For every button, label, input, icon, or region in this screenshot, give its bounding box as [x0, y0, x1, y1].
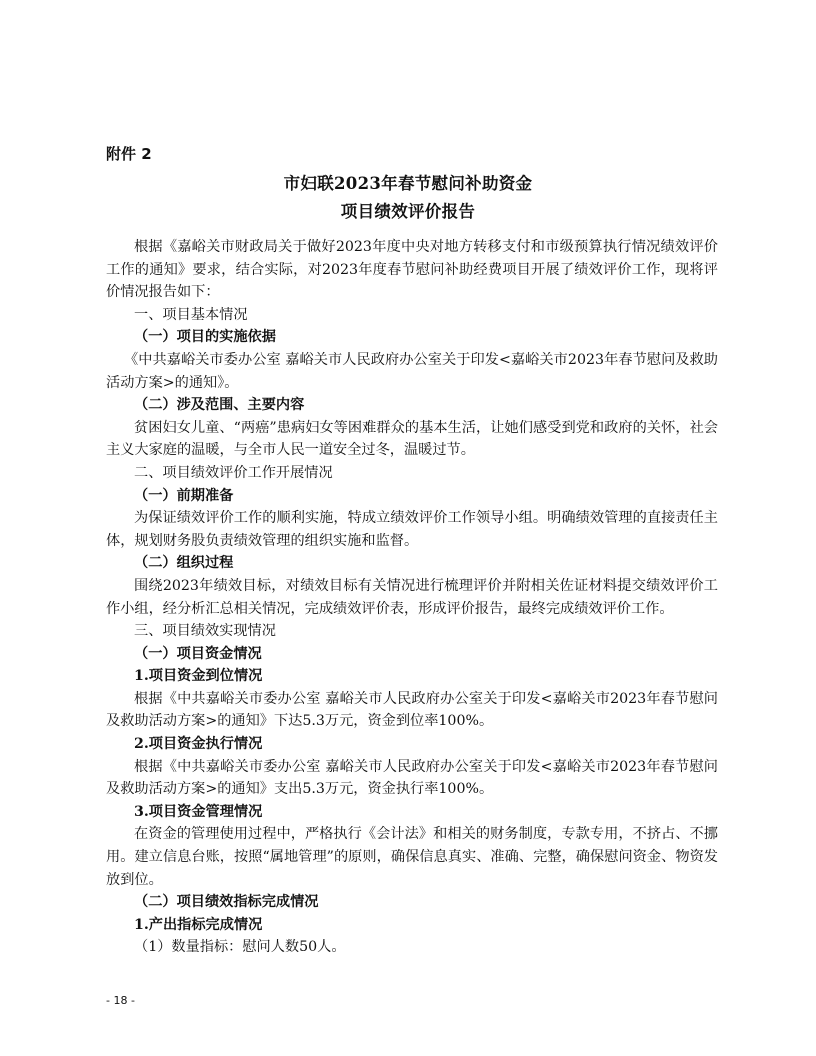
section-3-heading: 三、项目绩效实现情况	[134, 623, 276, 640]
section-1-heading: 一、项目基本情况	[134, 306, 248, 323]
section-1-1-text: 《中共嘉峪关市委办公室 嘉峪关市人民政府办公室关于印发<嘉峪关市2023年春节慰问及救助活动方案>的通知》。	[106, 351, 718, 391]
section-3-1-1-heading: 1.项目资金到位情况	[134, 668, 263, 685]
intro-paragraph: 根据《嘉峪关市财政局关于做好2023年度中央对地方转移支付和市级预算执行情况绩效评价工作的通知》要求，结合实际，对2023年度春节慰问补助经费项目开展了绩效评价工作，现将评价情况报告如下：	[106, 239, 718, 301]
report-title-line2: 项目绩效评价报告	[340, 202, 476, 221]
section-3-2-1-heading: 1.产出指标完成情况	[134, 916, 263, 933]
section-2-1-text: 为保证绩效评价工作的顺利实施，特成立绩效评价工作领导小组。明确绩效管理的直接责任主体，规划财务股负责绩效管理的组织实施和监督。	[106, 510, 718, 549]
page-number: - 18 -	[106, 994, 135, 1007]
section-3-1-2-text: 根据《中共嘉峪关市委办公室 嘉峪关市人民政府办公室关于印发<嘉峪关市2023年春节慰问及救助活动方案>的通知》支出5.3万元，资金执行率100%。	[106, 758, 718, 798]
section-3-1-3-text: 在资金的管理使用过程中，严格执行《会计法》和相关的财务制度，专款专用，不挤占、不挪用。建立信息台账，按照“属地管理”的原则，确保信息真实、准确、完整，确保慰问资金、物资发放到位。	[106, 826, 718, 888]
section-2-2-heading: （二）组织过程	[134, 555, 234, 572]
annex-label: 附件 2	[106, 145, 152, 163]
section-3-2-heading: （二）项目绩效指标完成情况	[134, 894, 319, 911]
report-title-line1: 市妇联2023年春节慰问补助资金	[283, 174, 533, 193]
report-body	[106, 236, 718, 959]
section-3-1-2-heading: 2.项目资金执行情况	[134, 736, 263, 753]
section-1-2-heading: （二）涉及范围、主要内容	[134, 397, 305, 414]
section-3-2-1-text: （1）数量指标：慰问人数50人。	[134, 939, 346, 956]
section-3-1-heading: （一）项目资金情况	[134, 645, 262, 662]
section-1-2-text: 贫困妇女儿童、“两癌”患病妇女等困难群众的基本生活，让她们感受到党和政府的关怀，社会主义大家庭的温暖，与全市人民一道安全过冬，温暖过节。	[106, 419, 718, 459]
section-2-2-text: 围绕2023年绩效目标，对绩效目标有关情况进行梳理评价并附相关佐证材料提交绩效评价工作小组，经分析汇总相关情况，完成绩效评价表，形成评价报告，最终完成绩效评价工作。	[106, 577, 718, 617]
section-3-1-1-text: 根据《中共嘉峪关市委办公室 嘉峪关市人民政府办公室关于印发<嘉峪关市2023年春节慰问及救助活动方案>的通知》下达5.3万元，资金到位率100%。	[106, 690, 718, 730]
section-1-1-heading: （一）项目的实施依据	[134, 329, 276, 346]
section-2-1-heading: （一）前期准备	[134, 487, 234, 504]
section-2-heading: 二、项目绩效评价工作开展情况	[134, 464, 333, 481]
section-3-1-3-heading: 3.项目资金管理情况	[134, 803, 263, 820]
